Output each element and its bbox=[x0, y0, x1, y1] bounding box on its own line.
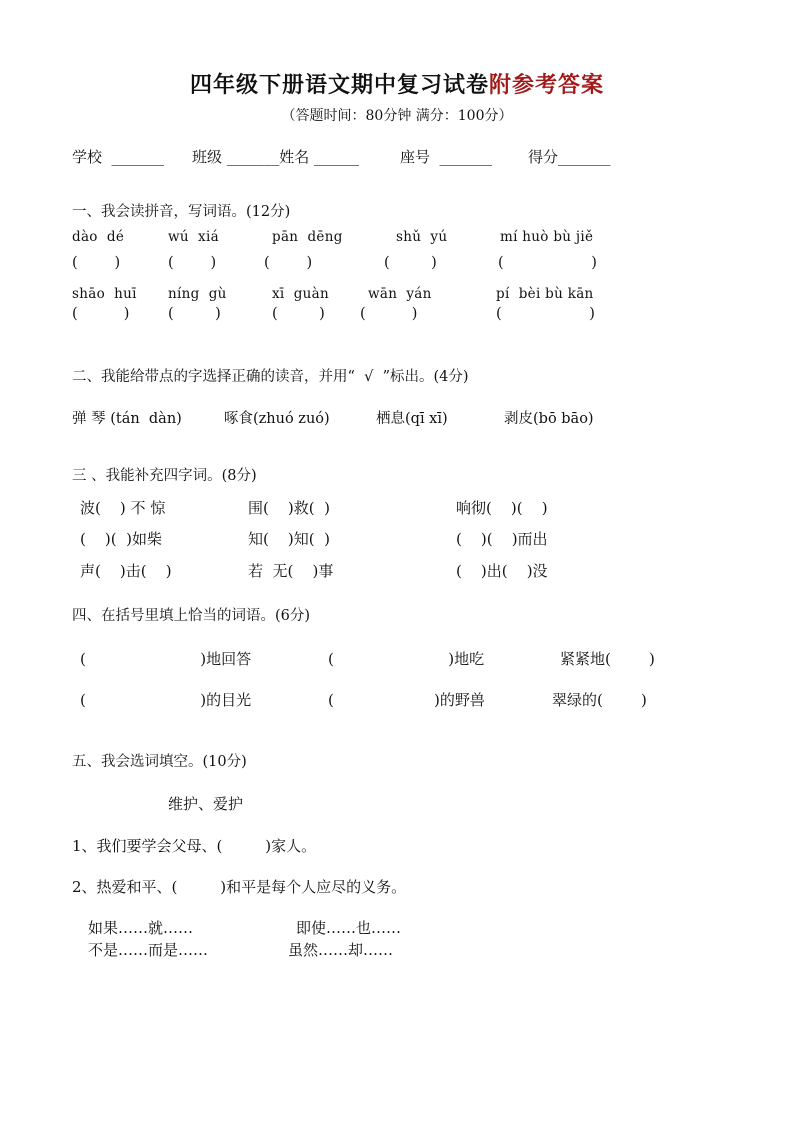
pinyin-10: pí bèi bù kān bbox=[496, 286, 594, 302]
question-1[interactable]: 1、我们要学会父母、( )家人。 bbox=[72, 837, 317, 855]
question-2[interactable]: 2、热爱和平、( )和平是每个人应尽的义务。 bbox=[72, 878, 407, 896]
fill-word-6[interactable]: 翠绿的( ) bbox=[552, 691, 647, 709]
answer-blank-4[interactable]: ( ) bbox=[384, 255, 437, 271]
idiom-4[interactable]: ( )( )如柴 bbox=[80, 530, 163, 548]
section2-heading: 二、我能给带点的字选择正确的读音，并用“ √ ”标出。(4分) bbox=[72, 369, 469, 385]
idiom-2[interactable]: 围( )救( ) bbox=[248, 499, 331, 517]
pinyin-8: xī guàn bbox=[272, 286, 329, 302]
school-field[interactable]: 学校 _______ bbox=[72, 148, 165, 166]
pinyin-6: shāo huī bbox=[72, 286, 137, 302]
exam-subtitle: （答题时间：80分钟 满分：100分） bbox=[281, 108, 513, 124]
conjunction-2: 即使……也…… bbox=[296, 919, 402, 937]
pinyin-2: wú xiá bbox=[168, 229, 219, 245]
reading-item-2[interactable]: 啄食(zhuó zuó) bbox=[224, 411, 330, 427]
title-accent: 附参考答案 bbox=[489, 72, 605, 98]
section4-heading: 四、在括号里填上恰当的词语。(6分) bbox=[72, 608, 311, 624]
section3-heading: 三 、我能补充四字词。(8分) bbox=[72, 468, 257, 484]
answer-blank-2[interactable]: ( ) bbox=[168, 255, 217, 271]
score-field[interactable]: 得分_______ bbox=[528, 148, 611, 166]
section1-heading: 一、我会读拼音，写词语。(12分) bbox=[72, 204, 291, 220]
pinyin-4: shǔ yú bbox=[396, 229, 448, 245]
fill-word-4[interactable]: ( )的目光 bbox=[80, 691, 252, 709]
section5-heading: 五、我会选词填空。(10分) bbox=[72, 754, 247, 770]
word-choice-group-1: 维护、爱护 bbox=[168, 795, 244, 813]
title-main: 四年级下册语文期中复习试卷 bbox=[189, 72, 489, 98]
answer-blank-6[interactable]: ( ) bbox=[72, 306, 130, 322]
page-title bbox=[0, 68, 794, 99]
idiom-7[interactable]: 声( )击( ) bbox=[80, 562, 172, 580]
pinyin-3: pān dēng bbox=[272, 229, 343, 245]
fill-word-1[interactable]: ( )地回答 bbox=[80, 650, 252, 668]
answer-blank-7[interactable]: ( ) bbox=[168, 306, 221, 322]
seat-field[interactable]: 座号 _______ bbox=[400, 148, 493, 166]
class-name-field[interactable]: 班级 _______姓名 ______ bbox=[192, 148, 360, 166]
answer-blank-8[interactable]: ( ) bbox=[272, 306, 325, 322]
answer-blank-1[interactable]: ( ) bbox=[72, 255, 121, 271]
reading-item-1[interactable]: 弹 琴 (tán dàn) bbox=[72, 411, 182, 427]
fill-word-3[interactable]: 紧紧地( ) bbox=[560, 650, 655, 668]
idiom-9[interactable]: ( )出( )没 bbox=[456, 562, 548, 580]
idiom-6[interactable]: ( )( )而出 bbox=[456, 530, 548, 548]
reading-item-4[interactable]: 剥皮(bō bāo) bbox=[504, 411, 594, 427]
idiom-1[interactable]: 波( ) 不 惊 bbox=[80, 499, 166, 517]
pinyin-7: níng gù bbox=[168, 286, 227, 302]
answer-blank-3[interactable]: ( ) bbox=[264, 255, 313, 271]
idiom-8[interactable]: 若 无( )事 bbox=[248, 562, 334, 580]
conjunction-1: 如果……就…… bbox=[88, 919, 194, 937]
fill-word-5[interactable]: ( )的野兽 bbox=[328, 691, 485, 709]
pinyin-9: wān yán bbox=[368, 286, 432, 302]
reading-item-3[interactable]: 栖息(qī xī) bbox=[376, 411, 448, 427]
pinyin-5: mí huò bù jiě bbox=[500, 229, 594, 245]
conjunction-3: 不是……而是…… bbox=[88, 941, 209, 959]
pinyin-1: dào dé bbox=[72, 229, 125, 245]
idiom-3[interactable]: 响彻( )( ) bbox=[456, 499, 548, 517]
answer-blank-10[interactable]: ( ) bbox=[496, 306, 595, 322]
answer-blank-9[interactable]: ( ) bbox=[360, 306, 418, 322]
fill-word-2[interactable]: ( )地吃 bbox=[328, 650, 485, 668]
answer-blank-5[interactable]: ( ) bbox=[498, 255, 597, 271]
conjunction-4: 虽然……却…… bbox=[288, 941, 394, 959]
idiom-5[interactable]: 知( )知( ) bbox=[248, 530, 331, 548]
